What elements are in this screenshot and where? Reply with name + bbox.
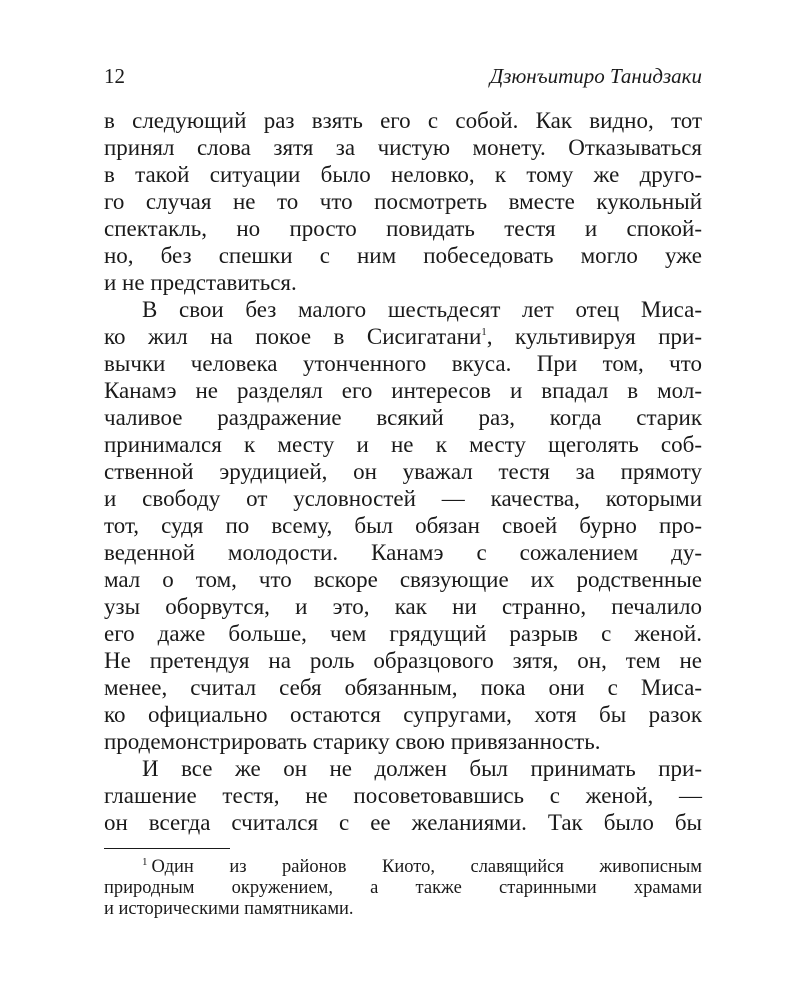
text-line: го случая не то что посмотреть вместе кукольный <box>104 189 702 214</box>
footnote-number: 1 <box>142 856 148 868</box>
text-line: спектакль, но просто повидать тестя и спокой- <box>104 216 702 241</box>
footnote-marker[interactable]: 1 <box>481 326 487 338</box>
text-line: он всегда считался с ее желаниями. Так было бы <box>104 810 702 835</box>
text-line: в следующий раз взять его с собой. Как видно, тот <box>104 108 702 133</box>
main-text <box>104 107 702 836</box>
text-line: и свободу от условностей — качества, которыми <box>104 486 702 511</box>
text-line: Канамэ не разделял его интересов и впадал в мол- <box>104 378 702 403</box>
text-line: веденной молодости. Канамэ с сожалением ду- <box>104 540 702 565</box>
text-segment: , культивируя при- <box>486 324 702 349</box>
text-line: И все же он не должен был принимать при- <box>142 756 702 781</box>
footnote-text: Один из районов Киото, славящийся живописным <box>151 857 702 877</box>
footnote-divider <box>104 848 230 849</box>
text-line: глашение тестя, не посоветовавшись с женой, — <box>104 783 702 808</box>
text-line: ко официально остаются супругами, хотя бы разок <box>104 702 702 727</box>
text-line: чаливое раздражение всякий раз, когда старик <box>104 405 702 430</box>
footnote-line <box>104 857 702 878</box>
footnote <box>104 857 702 920</box>
text-line: Не претендуя на роль образцового зятя, он, тем не <box>104 648 702 673</box>
text-line: вычки человека утонченного вкуса. При том, что <box>104 351 702 376</box>
running-header <box>104 62 702 92</box>
text-line-with-footnote <box>104 323 702 350</box>
text-line: его даже больше, чем грядущий разрыв с женой. <box>104 621 702 646</box>
page-number: 12 <box>104 64 125 88</box>
text-line: продемонстрировать старику свою привязанность. <box>104 729 601 754</box>
text-segment: ко жил на покое в Сисигатани <box>104 324 482 349</box>
text-line: принимался к месту и не к месту щеголять соб- <box>104 432 702 457</box>
text-line: мал о том, что вскоре связующие их родственные <box>104 567 702 592</box>
footnote-line: и историческими памятниками. <box>104 899 354 919</box>
text-line: узы оборвутся, и это, как ни странно, печалило <box>104 594 702 619</box>
text-line: ственной эрудицией, он уважал тестя за прямоту <box>104 459 702 484</box>
text-line: принял слова зятя за чистую монету. Отказываться <box>104 135 702 160</box>
text-line: менее, считал себя обязанным, пока они с Миса- <box>104 675 702 700</box>
running-head-author: Дзюнъитиро Танидзаки <box>489 64 702 88</box>
text-line: тот, судя по всему, был обязан своей бурно про- <box>104 513 702 538</box>
text-line: и не представиться. <box>104 270 297 295</box>
text-line: в такой ситуации было неловко, к тому же друго- <box>104 162 702 187</box>
text-line: но, без спешки с ним побеседовать могло уже <box>104 243 702 268</box>
footnote-line: природным окружением, а также старинными храмами <box>104 878 702 898</box>
text-line: В свои без малого шестьдесят лет отец Миса- <box>142 297 702 322</box>
